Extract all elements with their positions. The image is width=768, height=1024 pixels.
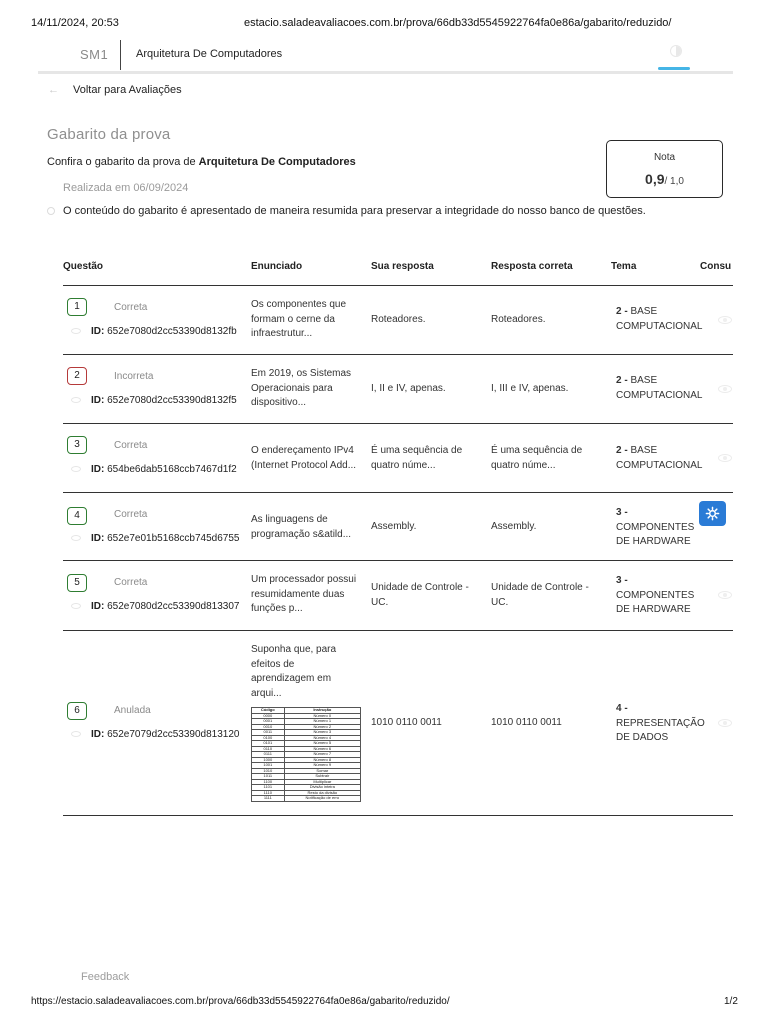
page-title: Gabarito da prova [47, 126, 171, 143]
enunciado-line: formam o cerne da [251, 313, 335, 325]
mini-table-code: 1100 [252, 779, 285, 785]
tema-number: 3 - [616, 575, 628, 586]
print-url: estacio.saladeavaliacoes.com.br/prova/66db33d5545922764fa0e86a/gabarito/reduzido/ [244, 17, 672, 29]
description-prefix: Confira o gabarito da prova de [47, 156, 199, 168]
back-link-label: Voltar para Avaliações [73, 84, 182, 96]
enunciado-line: arqui... [251, 687, 282, 699]
mini-table-code: 1010 [252, 768, 285, 774]
id-label: ID: [91, 395, 105, 406]
tema-cell [616, 702, 705, 746]
sua-resposta-cell [371, 313, 425, 328]
mini-table-code: 0011 [252, 730, 285, 736]
sua-resposta-cell [371, 716, 442, 731]
header-consulta: Consu [700, 261, 732, 272]
answer-line: I, II e IV, apenas. [371, 383, 446, 394]
mini-table-code: 0110 [252, 746, 285, 752]
answer-line: 1010 0110 0011 [371, 717, 442, 728]
enunciado-line: programação s&atild... [251, 528, 352, 540]
view-question-eye-icon[interactable] [718, 385, 732, 393]
id-label: ID: [91, 601, 105, 612]
mini-table-header: Código [252, 708, 285, 714]
question-number-badge: 6 [67, 702, 87, 720]
correct-answer-line: Unidade de Controle - [491, 582, 589, 593]
view-question-eye-icon[interactable] [718, 454, 732, 462]
correct-answer-line: I, III e IV, apenas. [491, 383, 569, 394]
question-status: Correta [114, 577, 148, 588]
tema-line: COMPUTACIONAL [616, 320, 703, 332]
tema-cell [616, 444, 703, 473]
view-question-eye-icon[interactable] [718, 719, 732, 727]
correct-answer-line: UC. [491, 596, 509, 608]
sua-resposta-cell [371, 520, 416, 535]
mini-table-instruction: Número 6 [284, 746, 360, 752]
print-footer [0, 996, 768, 1010]
mini-table-code: 0001 [252, 719, 285, 725]
mini-table-instruction: Número 4 [284, 735, 360, 741]
view-question-eye-icon[interactable] [718, 591, 732, 599]
question-number-badge: 3 [67, 436, 87, 454]
mini-table-code: 1000 [252, 757, 285, 763]
enunciado-cell [251, 298, 346, 342]
id-label: ID: [91, 464, 105, 475]
correct-answer-line: Assembly. [491, 521, 537, 532]
table-row [63, 493, 733, 561]
enunciado-line: As linguagens de [251, 514, 328, 525]
grade-label: Nota [653, 152, 676, 163]
id-value: 652e7079d2cc53390d813120 [107, 729, 240, 740]
question-status: Correta [114, 509, 148, 520]
tema-line: DE HARDWARE [616, 604, 691, 615]
question-id [91, 601, 239, 612]
eye-icon [71, 397, 81, 403]
tema-line: DE DADOS [616, 732, 669, 743]
info-icon [47, 207, 55, 215]
page-description [47, 156, 356, 168]
grade-score [607, 171, 722, 187]
mini-table-instruction: Número 1 [284, 719, 360, 725]
header-sua-resposta: Sua resposta [371, 261, 434, 272]
tema-line: BASE [630, 306, 658, 317]
mini-table-code: 0111 [252, 752, 285, 758]
correct-answer-line: quatro núme... [491, 459, 556, 471]
enunciado-line: (Internet Protocol Add... [251, 459, 357, 471]
question-status: Anulada [114, 705, 151, 716]
question-id [91, 326, 237, 337]
enunciado-cell [251, 367, 351, 411]
mini-table-instruction: Número 3 [284, 730, 360, 736]
mini-table-code: 0010 [252, 724, 285, 730]
question-number-badge: 2 [67, 367, 87, 385]
mini-table-code: 1101 [252, 785, 285, 791]
id-label: ID: [91, 729, 105, 740]
question-number-badge: 4 [67, 507, 87, 525]
arrow-left-icon: ← [48, 84, 59, 96]
topbar-divider [120, 40, 121, 70]
mini-table-instruction: Subtrair [284, 774, 360, 780]
mini-table-row [252, 796, 361, 802]
mini-table-header: Instrução [284, 708, 360, 714]
floating-action-button[interactable] [699, 501, 726, 526]
header-tema: Tema [611, 261, 637, 272]
mini-table-code: 0101 [252, 741, 285, 747]
tema-number: 2 - [616, 375, 628, 386]
sua-resposta-cell [371, 444, 462, 473]
tema-line: COMPONENTES [616, 521, 695, 533]
tema-number: 3 - [616, 507, 628, 518]
back-to-evaluations-link[interactable] [48, 84, 182, 96]
table-row [63, 561, 733, 631]
eye-icon [71, 466, 81, 472]
enunciado-line: efeitos de [251, 658, 295, 670]
question-status: Correta [114, 440, 148, 451]
answer-line: Roteadores. [371, 314, 426, 325]
correct-answer-line: 1010 0110 0011 [491, 717, 562, 728]
answer-line: É uma sequência de [371, 445, 463, 456]
id-label: ID: [91, 326, 105, 337]
mini-table-instruction: Notificação de erro [284, 796, 360, 802]
tema-line: REPRESENTAÇÃO [616, 717, 705, 729]
eye-icon [71, 731, 81, 737]
settings-gear-icon [705, 506, 720, 521]
print-footer-url: https://estacio.saladeavaliacoes.com.br/prova/66db33d5545922764fa0e86a/gabarito/reduzido/ [31, 996, 450, 1007]
question-id [91, 395, 237, 406]
mini-table-code: 1111 [252, 796, 285, 802]
correct-answer-line: É uma sequência de [491, 445, 583, 456]
enunciado-line: aprendizagem em [251, 673, 332, 684]
header-enunciado: Enunciado [251, 261, 303, 272]
tema-number: 2 - [616, 445, 628, 456]
resposta-correta-cell [491, 716, 562, 731]
eye-icon [71, 603, 81, 609]
logo[interactable]: SM1 [80, 47, 109, 62]
answer-line: Assembly. [371, 521, 417, 532]
mini-table-code: 0000 [252, 713, 285, 719]
enunciado-line: O endereçamento IPv4 [251, 445, 354, 456]
enunciado-line: funções p... [251, 603, 303, 614]
question-number-badge: 5 [67, 574, 87, 592]
eye-icon [71, 328, 81, 334]
integrity-notice [47, 205, 646, 217]
header-questao: Questão [63, 261, 104, 272]
page-number: 1/2 [724, 996, 738, 1007]
sua-resposta-cell [371, 581, 469, 610]
exam-date: Realizada em 06/09/2024 [63, 182, 189, 194]
tema-line: BASE [630, 445, 658, 456]
tema-number: 2 - [616, 306, 628, 317]
tema-line: BASE [630, 375, 658, 386]
sua-resposta-cell [371, 382, 446, 397]
mini-table-instruction: Número 5 [284, 741, 360, 747]
resposta-correta-cell [491, 581, 589, 610]
mini-table-instruction: Número 7 [284, 752, 360, 758]
id-value: 652e7e01b5168ccb745d6755 [107, 533, 240, 544]
enunciado-line: resumidamente duas [251, 588, 345, 600]
resposta-correta-cell [491, 520, 536, 535]
question-status: Incorreta [114, 371, 154, 382]
enunciado-line: Operacionais para [251, 382, 333, 394]
table-row [63, 355, 733, 424]
enunciado-line: Os componentes que [251, 299, 347, 310]
print-datetime: 14/11/2024, 20:53 [31, 17, 119, 29]
view-question-eye-icon[interactable] [718, 316, 732, 324]
enunciado-line: Suponha que, para [251, 644, 337, 655]
tema-line: DE HARDWARE [616, 536, 691, 547]
mini-table-instruction: Resto da divisão [284, 790, 360, 796]
course-name: Arquitetura De Computadores [136, 48, 283, 60]
mini-table-instruction: Divisão inteira [284, 785, 360, 791]
table-header [63, 252, 733, 286]
table-row [63, 424, 733, 493]
mini-table-code: 1110 [252, 790, 285, 796]
mini-table-instruction: Número 0 [284, 713, 360, 719]
enunciado-line: Um processador possui [251, 574, 357, 585]
mini-table-instruction: Número 2 [284, 724, 360, 730]
id-label: ID: [91, 533, 105, 544]
correct-answer-line: Roteadores. [491, 314, 546, 325]
enunciado-line: dispositivo... [251, 397, 307, 408]
enunciado-cell [251, 573, 356, 617]
print-header [0, 17, 768, 31]
question-status: Correta [114, 302, 148, 313]
enunciado-cell [251, 444, 356, 473]
tema-number: 4 - [616, 703, 628, 714]
tema-cell [616, 374, 703, 403]
table-row [63, 631, 733, 816]
instruction-code-table [251, 707, 361, 802]
resposta-correta-cell [491, 313, 545, 328]
mini-table-code: 0100 [252, 735, 285, 741]
answer-line: quatro núme... [371, 459, 436, 471]
question-id [91, 729, 239, 740]
tema-line: COMPONENTES [616, 589, 695, 601]
mini-table-instruction: Somar [284, 768, 360, 774]
grade-value: 0,9 [645, 171, 665, 187]
enunciado-line: Em 2019, os Sistemas [251, 368, 352, 379]
tema-line: COMPUTACIONAL [616, 459, 703, 471]
top-bar [38, 38, 733, 74]
resposta-correta-cell [491, 382, 568, 397]
question-id [91, 464, 237, 475]
tema-line: COMPUTACIONAL [616, 389, 703, 401]
answer-line: Unidade de Controle - [371, 582, 469, 593]
tema-cell [616, 305, 703, 334]
mini-table-instruction: Número 9 [284, 763, 360, 769]
question-id [91, 533, 239, 544]
answer-key-table [63, 252, 733, 816]
mini-table-code: 1001 [252, 763, 285, 769]
resposta-correta-cell [491, 444, 582, 473]
notice-text: O conteúdo do gabarito é apresentado de maneira resumida para preservar a integridade do nosso banco de questões. [63, 205, 646, 217]
enunciado-cell [251, 643, 336, 701]
answer-line: UC. [371, 596, 389, 608]
feedback-link[interactable]: Feedback [81, 971, 130, 983]
grade-max: / 1,0 [664, 176, 684, 187]
header-resposta-correta: Resposta correta [491, 261, 573, 272]
theme-toggle-indicator [658, 67, 690, 70]
question-number-badge: 1 [67, 298, 87, 316]
id-value: 652e7080d2cc53390d813307 [107, 601, 240, 612]
enunciado-line: infraestrutur... [251, 328, 313, 339]
mini-table-instruction: Multiplicar [284, 779, 360, 785]
enunciado-cell [251, 513, 351, 542]
mini-table-code: 1011 [252, 774, 285, 780]
half-circle-icon[interactable] [670, 45, 682, 57]
eye-icon [71, 535, 81, 541]
id-value: 652e7080d2cc53390d8132f5 [107, 395, 237, 406]
id-value: 654be6dab5168ccb7467d1f2 [107, 464, 237, 475]
grade-card [606, 140, 723, 198]
table-row [63, 286, 733, 355]
tema-cell [616, 506, 694, 550]
mini-table-instruction: Número 8 [284, 757, 360, 763]
id-value: 652e7080d2cc53390d8132fb [107, 326, 237, 337]
tema-cell [616, 574, 694, 618]
description-course: Arquitetura De Computadores [198, 156, 356, 168]
